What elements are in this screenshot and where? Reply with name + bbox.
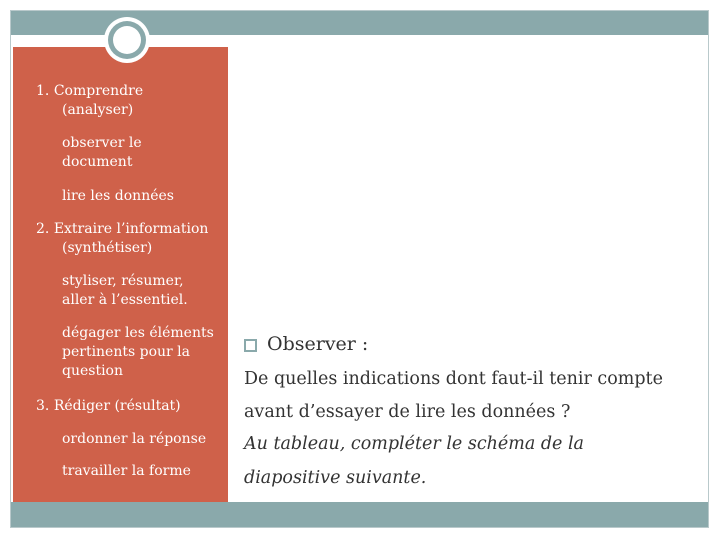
bottom-accent-bar [11,502,708,527]
checkbox-bullet-icon [244,339,257,352]
step-2-number: 2. [36,221,50,237]
step-1-title-line2: (analyser) [62,102,134,118]
step-1-sub-2 [62,187,222,206]
step-2-title [36,220,226,258]
observer-heading [244,333,368,355]
step-1-sub-1 [62,134,222,172]
circle-ring-icon-center [113,26,141,54]
step-3-sub-2 [62,462,222,481]
step-3-sub-1-line1: ordonner la réponse [62,431,207,447]
step-1-number: 1. [36,83,50,99]
observer-heading-text: Observer : [267,333,369,355]
step-3-title-line1: Rédiger (résultat) [53,398,181,414]
step-2-title-line1: Extraire l’information [53,221,209,237]
step-3-sub-2-line1: travailler la forme [62,463,191,479]
step-2-sub-2-line2: pertinents pour la [62,344,190,360]
step-1-title-line1: Comprendre [53,83,144,99]
instruction-line-2: diapositive suivante. [244,468,427,488]
instruction-line-1: Au tableau, compléter le schéma de la [244,434,584,454]
step-3-title [36,397,226,416]
question-line-1: De quelles indications dont faut-il tenir compte [244,369,663,389]
step-3-number: 3. [36,398,50,414]
step-3-sub-1 [62,430,222,449]
step-1-sub-1-line2: document [62,154,133,170]
step-2-title-line2: (synthétiser) [62,240,153,256]
question-line-2: avant d’essayer de lire les données ? [244,402,571,422]
step-2-sub-1-line2: aller à l’essentiel. [62,292,188,308]
step-2-sub-1 [62,272,222,310]
step-2-sub-1-line1: styliser, résumer, [62,273,184,289]
step-1-title [36,82,226,120]
step-2-sub-2-line3: question [62,363,123,379]
step-1-sub-1-line1: observer le [62,135,142,151]
step-2-sub-2-line1: dégager les éléments [62,325,214,341]
step-1-sub-2-line1: lire les données [62,188,174,204]
step-2-sub-2 [62,324,222,381]
